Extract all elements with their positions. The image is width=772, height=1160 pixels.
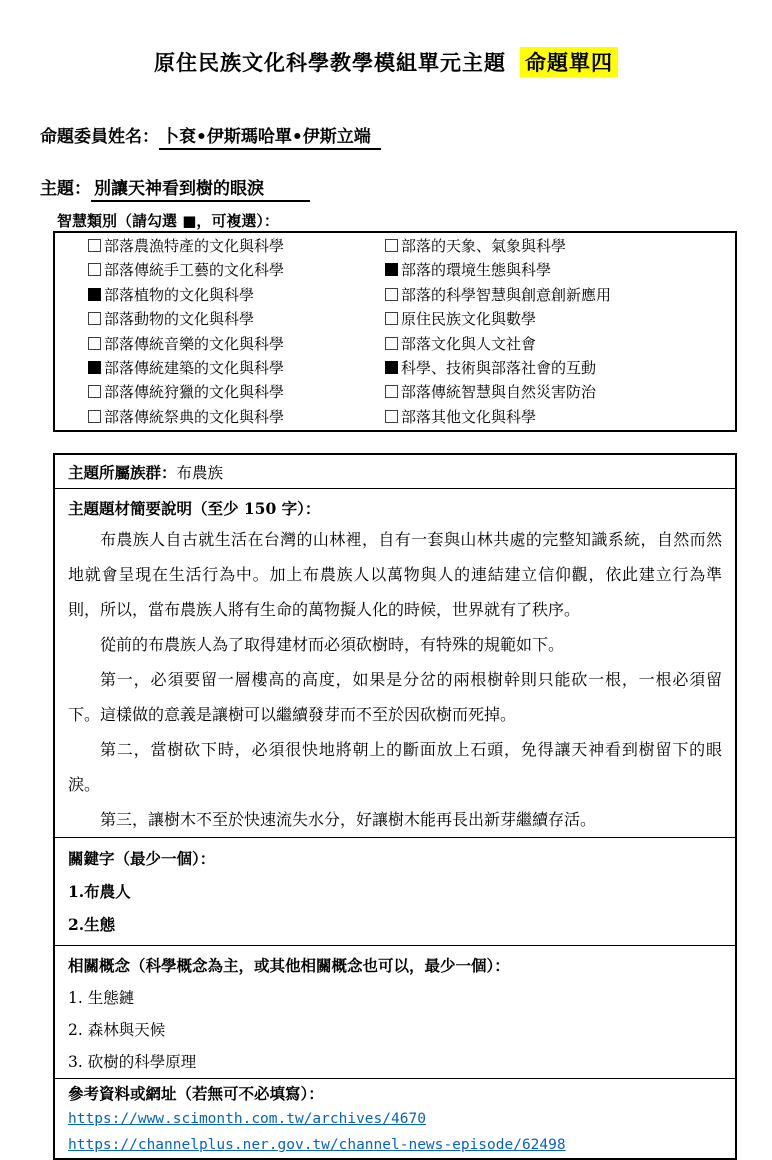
ethnic-group-label: 主題所屬族群： xyxy=(68,462,177,482)
category-option[interactable] xyxy=(385,380,735,404)
keywords-row xyxy=(55,837,735,945)
checkbox-unchecked-icon[interactable] xyxy=(88,385,101,398)
topic-label: 主題： xyxy=(40,179,91,199)
keyword-item: 2.生態 xyxy=(68,915,116,935)
checkbox-unchecked-icon[interactable] xyxy=(385,410,398,423)
category-option-label: 部落的天象、氣象與科學 xyxy=(401,237,567,255)
category-option[interactable] xyxy=(385,356,735,380)
category-option-label: 部落傳統狩獵的文化與科學 xyxy=(104,383,285,402)
summary-paragraphs xyxy=(68,522,722,837)
category-option-label: 部落植物的文化與科學 xyxy=(104,285,255,304)
checkbox-unchecked-icon[interactable] xyxy=(385,312,398,325)
category-option[interactable] xyxy=(385,234,735,258)
category-option-label: 部落農漁特產的文化與科學 xyxy=(104,237,285,255)
keyword-item: 1.布農人 xyxy=(68,882,131,902)
category-option[interactable] xyxy=(88,258,385,282)
checkbox-unchecked-icon[interactable] xyxy=(88,312,101,325)
keywords-label: 關鍵字（最少一個）： xyxy=(68,849,216,869)
categories-column-left xyxy=(88,234,385,429)
keywords-list xyxy=(68,875,722,941)
category-option[interactable] xyxy=(385,283,735,307)
category-option[interactable] xyxy=(385,307,735,331)
category-option-label: 部落動物的文化與科學 xyxy=(104,310,255,329)
category-option-label: 科學、技術與部落社會的互動 xyxy=(401,359,597,378)
topic-detail-table xyxy=(53,453,737,1160)
category-option-label: 部落傳統智慧與自然災害防治 xyxy=(401,383,597,402)
concept-item: 2. 森林與天候 xyxy=(68,1021,166,1040)
category-option-label: 部落傳統祭典的文化與科學 xyxy=(104,407,285,426)
reference-line xyxy=(68,1106,722,1132)
category-option-label: 部落其他文化與科學 xyxy=(401,407,537,426)
committee-label: 命題委員姓名： xyxy=(40,127,159,147)
committee-name-value: 卜袞•伊斯瑪哈單•伊斯立端 xyxy=(159,127,381,150)
category-option[interactable] xyxy=(88,356,385,380)
summary-paragraph: 布農族人自古就生活在台灣的山林裡，自有一套與山林共處的完整知識系統，自然而然地就會呈現在生活行為中。加上布農族人以萬物與人的連結建立信仰觀，依此建立行為準則，所以，當布農族人將有生命的萬物擬人化的時候，世界就有了秩序。 xyxy=(68,530,722,620)
concept-item: 3. 砍樹的科學原理 xyxy=(68,1053,197,1072)
checkbox-unchecked-icon[interactable] xyxy=(385,288,398,301)
categories-column-right xyxy=(385,234,735,429)
category-option[interactable] xyxy=(88,332,385,356)
summary-paragraph: 第二，當樹砍下時，必須很快地將朝上的斷面放上石頭，免得讓天神看到樹留下的眼淚。 xyxy=(68,740,722,795)
category-option[interactable] xyxy=(385,258,735,282)
committee-line xyxy=(40,125,772,149)
checkbox-checked-icon[interactable] xyxy=(385,263,398,276)
category-option[interactable] xyxy=(88,405,385,429)
summary-paragraph: 第三，讓樹木不至於快速流失水分，好讓樹木能再長出新芽繼續存活。 xyxy=(100,810,597,830)
category-option[interactable] xyxy=(88,380,385,404)
summary-paragraph: 第一，必須要留一層樓高的高度，如果是分岔的兩根樹幹則只能砍一根，一根必須留下。這樣做的意義是讓樹可以繼續發芽而不至於因砍樹而死掉。 xyxy=(68,670,722,725)
topic-line xyxy=(40,177,772,201)
category-option-label: 部落傳統音樂的文化與科學 xyxy=(104,334,285,353)
references-list xyxy=(68,1106,722,1158)
checkbox-checked-icon[interactable] xyxy=(88,288,101,301)
topic-value: 別讓天神看到樹的眼淚 xyxy=(91,179,310,202)
page-title-text: 原住民族文化科學教學模組單元主題 xyxy=(154,50,506,75)
concept-item: 1. 生態鏈 xyxy=(68,989,135,1008)
reference-link[interactable]: https://channelplus.ner.gov.tw/channel-news-episode/62498 xyxy=(68,1137,566,1154)
category-option[interactable] xyxy=(88,283,385,307)
title-highlight-badge: 命題單四 xyxy=(520,47,618,77)
categories-checkbox-group xyxy=(53,231,737,432)
category-option-label: 部落傳統建築的文化與科學 xyxy=(104,359,285,378)
checkbox-unchecked-icon[interactable] xyxy=(385,337,398,350)
category-option-label: 原住民族文化與數學 xyxy=(401,310,537,329)
checkbox-unchecked-icon[interactable] xyxy=(88,410,101,423)
ethnic-group-row xyxy=(55,455,735,488)
category-option-label: 部落的環境生態與科學 xyxy=(401,261,552,280)
references-label: 參考資料或網址（若無可不必填寫）： xyxy=(68,1084,324,1104)
category-option[interactable] xyxy=(385,405,735,429)
reference-link[interactable]: https://www.scimonth.com.tw/archives/4670 xyxy=(68,1111,426,1128)
summary-paragraph: 從前的布農族人為了取得建材而必須砍樹時，有特殊的規範如下。 xyxy=(100,635,565,655)
category-option-label: 部落文化與人文社會 xyxy=(401,334,537,353)
ethnic-group-value: 布農族 xyxy=(176,463,224,482)
page-title xyxy=(0,48,772,78)
summary-label: 主題題材簡要說明（至少 150 字）： xyxy=(68,499,321,519)
checkbox-unchecked-icon[interactable] xyxy=(88,337,101,350)
category-option[interactable] xyxy=(88,307,385,331)
category-option[interactable] xyxy=(385,332,735,356)
category-option[interactable] xyxy=(88,234,385,258)
checkbox-unchecked-icon[interactable] xyxy=(88,239,101,252)
checkbox-unchecked-icon[interactable] xyxy=(385,239,398,252)
references-row xyxy=(55,1078,735,1158)
summary-row xyxy=(55,488,735,837)
concepts-list xyxy=(68,982,722,1078)
categories-section-label: 智慧類別（請勾選 ■，可複選）： xyxy=(57,212,279,230)
checkbox-unchecked-icon[interactable] xyxy=(385,385,398,398)
category-option-label: 部落傳統手工藝的文化科學 xyxy=(104,261,285,280)
category-option-label: 部落的科學智慧與創意創新應用 xyxy=(401,285,612,304)
concepts-row xyxy=(55,945,735,1078)
concepts-label: 相關概念（科學概念為主，或其他相關概念也可以，最少一個）： xyxy=(68,956,510,976)
checkbox-checked-icon[interactable] xyxy=(88,361,101,374)
checkbox-unchecked-icon[interactable] xyxy=(88,263,101,276)
checkbox-checked-icon[interactable] xyxy=(385,361,398,374)
reference-line xyxy=(68,1132,722,1158)
